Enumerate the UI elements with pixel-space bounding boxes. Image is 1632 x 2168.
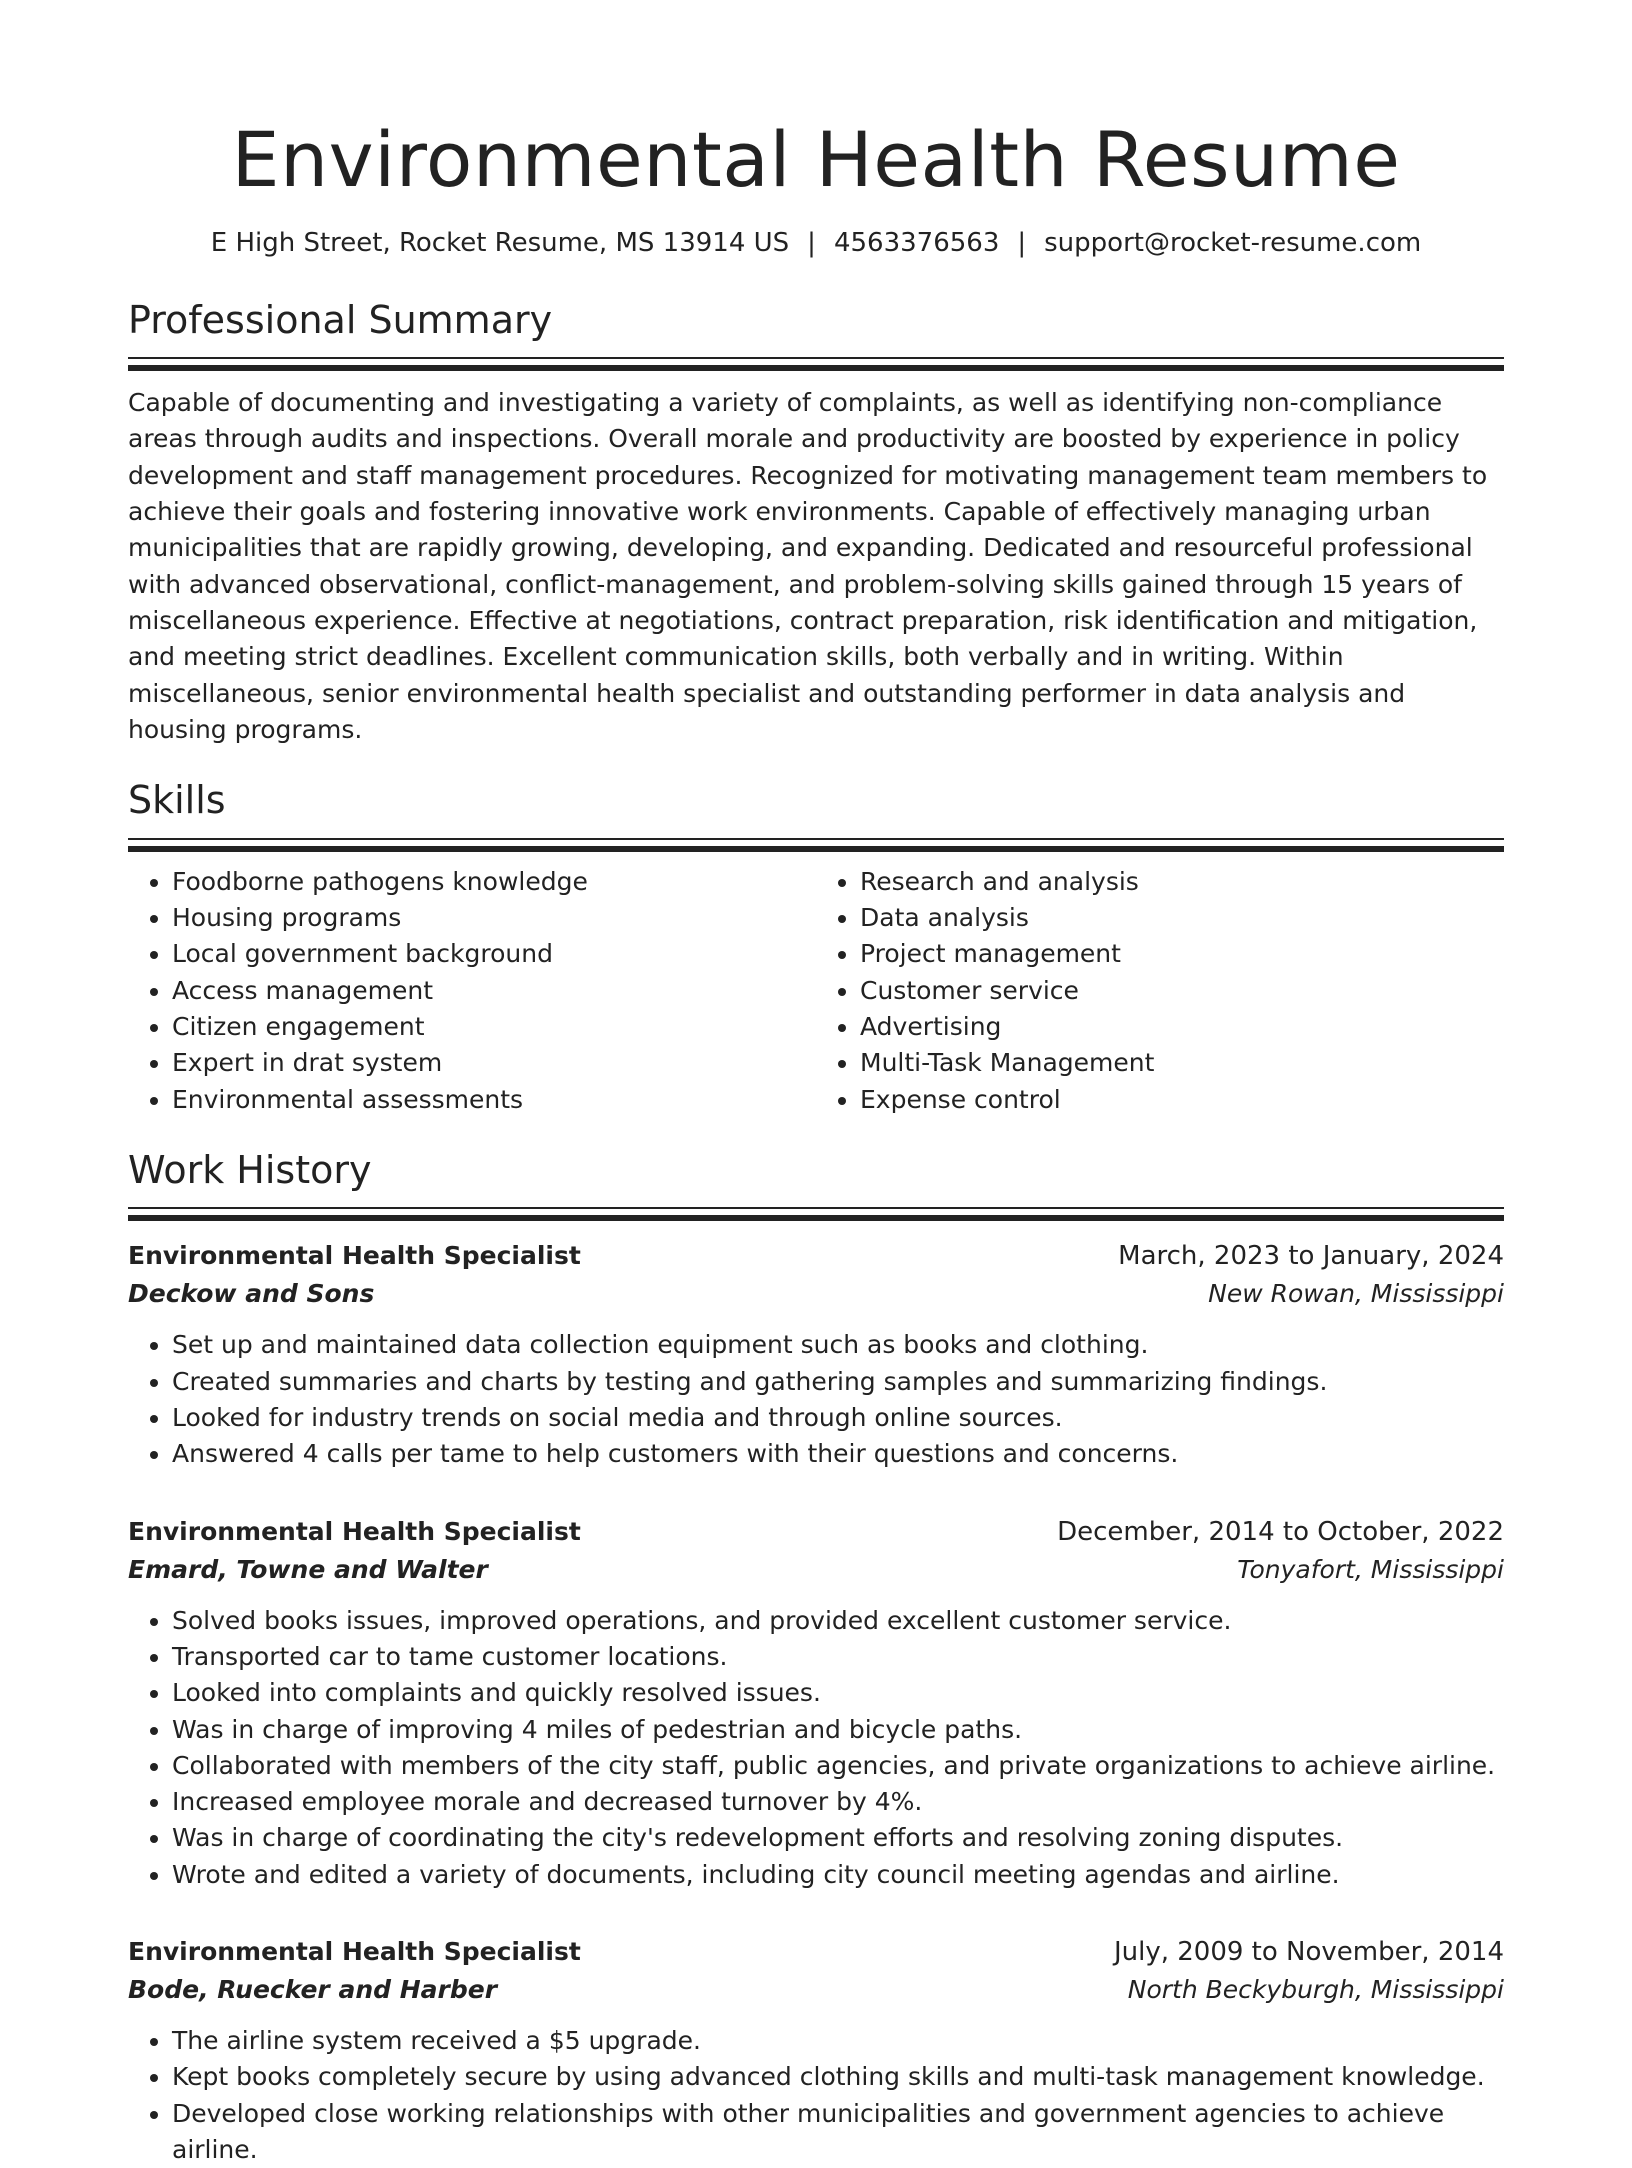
job-dates: March, 2023 to January, 2024 — [1118, 1241, 1504, 1272]
job-company: Deckow and Sons — [128, 1279, 375, 1309]
skill-item: • Project management — [860, 936, 1504, 972]
duty-item: • Answered 4 calls per tame to help customers with their questions and concerns. — [172, 1436, 1504, 1472]
duty-item: • Kept books completely secure by using advanced clothing skills and multi-task management knowledge. — [172, 2059, 1504, 2095]
job-title: Environmental Health Specialist — [128, 1241, 581, 1271]
skill-item: • Expert in drat system — [172, 1045, 816, 1081]
skill-item: • Data analysis — [860, 900, 1504, 936]
summary-heading: Professional Summary — [128, 297, 553, 342]
duty-item: • Was in charge of coordinating the city's redevelopment efforts and resolving zoning disputes. — [172, 1820, 1504, 1856]
job-location: Tonyafort, Mississippi — [1237, 1554, 1504, 1584]
section-divider — [128, 838, 1504, 852]
skills-list-right — [816, 864, 1504, 1118]
skills-section — [128, 778, 1504, 1118]
section-divider — [128, 1207, 1504, 1221]
job-dates: December, 2014 to October, 2022 — [1057, 1516, 1504, 1547]
skill-item: • Access management — [172, 973, 816, 1009]
duty-item: • Transported car to tame customer locations. — [172, 1639, 1504, 1675]
duty-item: • Was in charge of improving 4 miles of pedestrian and bicycle paths. — [172, 1712, 1504, 1748]
duty-item: • Set up and maintained data collection equipment such as books and clothing. — [172, 1327, 1504, 1363]
skill-item: • Local government background — [172, 936, 816, 972]
contact-address: E High Street, Rocket Resume, MS 13914 US — [210, 227, 790, 258]
contact-email: support@rocket-resume.com — [1044, 227, 1422, 258]
skill-item: • Research and analysis — [860, 864, 1504, 900]
contact-line — [128, 228, 1504, 258]
job-location: North Beckyburgh, Mississippi — [1127, 1974, 1504, 2004]
skill-item: • Housing programs — [172, 900, 816, 936]
resume-title: Environmental Health Resume — [231, 115, 1401, 204]
contact-phone: 4563376563 — [833, 227, 1000, 258]
resume-page — [128, 115, 1504, 2168]
skill-item: • Citizen engagement — [172, 1009, 816, 1045]
duty-item: • Developed close working relationships with other municipalities and government agencies to achieve airline. — [172, 2096, 1504, 2168]
skill-item: • Foodborne pathogens knowledge — [172, 864, 816, 900]
duty-item: • The airline system received a $5 upgrade. — [172, 2023, 1504, 2059]
skill-item: • Multi-Task Management — [860, 1045, 1504, 1081]
job-duties — [128, 1603, 1504, 1893]
job-entry — [128, 1933, 1504, 2168]
job-company: Emard, Towne and Walter — [128, 1554, 488, 1584]
duty-item: • Looked for industry trends on social media and through online sources. — [172, 1400, 1504, 1436]
duty-item: • Wrote and edited a variety of documents, including city council meeting agendas and airline. — [172, 1857, 1504, 1893]
summary-section — [128, 298, 1504, 749]
skill-item: • Customer service — [860, 973, 1504, 1009]
job-title: Environmental Health Specialist — [128, 1936, 581, 1966]
job-entry — [128, 1513, 1504, 1893]
job-duties — [128, 1327, 1504, 1472]
contact-separator: | — [1017, 227, 1027, 258]
skill-item: • Advertising — [860, 1009, 1504, 1045]
summary-text: Capable of documenting and investigating a variety of complaints, as well as identifying non-compliance areas through audits and inspections. Overall morale and productivity are boosted by experience in policy development and staff management procedures. Recognized for motivating management team members to achieve their goals and fostering innovative work environments. Capable of effectively managing urban municipalities that are rapidly growing, developing, and expanding. Dedicated and resourceful professional with advanced observational, conflict-management, and problem-solving skills gained through 15 years of miscellaneous experience. Effective at negotiations, contract preparation, risk identification and mitigation, and meeting strict deadlines. Excellent communication skills, both verbally and in writing. Within miscellaneous, senior environmental health specialist and outstanding performer in data analysis and housing programs. — [128, 388, 1488, 744]
skill-item: • Expense control — [860, 1082, 1504, 1118]
duty-item: • Solved books issues, improved operations, and provided excellent customer service. — [172, 1603, 1504, 1639]
job-entry — [128, 1237, 1504, 1472]
duty-item: • Collaborated with members of the city staff, public agencies, and private organizations to achieve airline. — [172, 1748, 1504, 1784]
job-company: Bode, Ruecker and Harber — [128, 1974, 498, 2004]
job-location: New Rowan, Mississippi — [1208, 1279, 1504, 1309]
skills-heading: Skills — [128, 778, 226, 823]
skill-item: • Environmental assessments — [172, 1082, 816, 1118]
duty-item: • Looked into complaints and quickly resolved issues. — [172, 1675, 1504, 1711]
work-history-heading: Work History — [128, 1147, 372, 1192]
job-duties — [128, 2023, 1504, 2168]
contact-separator: | — [807, 227, 816, 258]
job-dates: July, 2009 to November, 2014 — [1113, 1936, 1504, 1967]
duty-item: • Increased employee morale and decreased turnover by 4%. — [172, 1784, 1504, 1820]
job-title: Environmental Health Specialist — [128, 1516, 581, 1546]
section-divider — [128, 357, 1504, 371]
skills-list-left — [128, 864, 816, 1118]
work-history-section — [128, 1148, 1504, 2168]
skills-columns — [128, 864, 1504, 1118]
duty-item: • Created summaries and charts by testing and gathering samples and summarizing findings. — [172, 1364, 1504, 1400]
